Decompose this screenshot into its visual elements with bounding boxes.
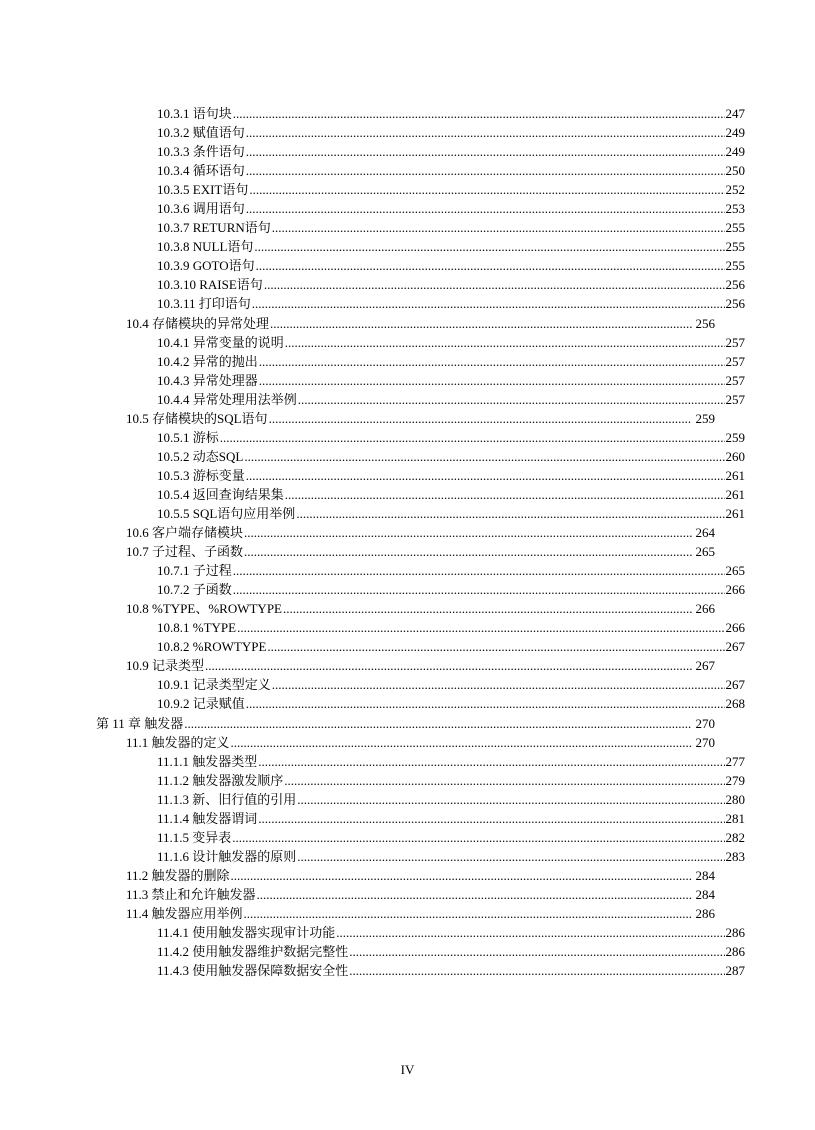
dot-leader bbox=[349, 942, 724, 961]
toc-entry[interactable] bbox=[0, 447, 815, 466]
toc-entry-row bbox=[157, 180, 745, 199]
toc-entry[interactable] bbox=[0, 885, 815, 904]
toc-entry[interactable] bbox=[0, 580, 815, 599]
toc-entry-page-number: 256 bbox=[725, 296, 745, 312]
toc-entry-page-number: 255 bbox=[725, 258, 745, 274]
dot-leader bbox=[272, 675, 725, 694]
toc-entry-row bbox=[126, 656, 715, 675]
toc-entry[interactable] bbox=[0, 847, 815, 866]
toc-entry[interactable] bbox=[0, 561, 815, 580]
toc-entry[interactable] bbox=[0, 675, 815, 694]
toc-entry-row bbox=[157, 428, 745, 447]
toc-entry-row bbox=[126, 733, 715, 752]
toc-entry-label: 10.8.2 %ROWTYPE bbox=[157, 639, 267, 655]
toc-entry[interactable] bbox=[0, 485, 815, 504]
toc-entry-page-number: 270 bbox=[695, 734, 715, 750]
toc-entry-label: 10.7.1 子过程 bbox=[157, 563, 232, 579]
dot-leader bbox=[231, 733, 692, 752]
toc-entry-page-number: 267 bbox=[725, 677, 745, 693]
toc-entry-page-number: 281 bbox=[725, 810, 745, 826]
dot-leader bbox=[336, 923, 724, 942]
toc-entry-label: 10.5.2 动态SQL bbox=[157, 448, 244, 464]
toc-entry-label: 11.1.4 触发器谓词 bbox=[157, 810, 258, 826]
toc-entry-page-number: 261 bbox=[725, 486, 745, 502]
toc-entry-label: 11.1.5 变异表 bbox=[157, 829, 232, 845]
toc-entry-page-number: 268 bbox=[725, 696, 745, 712]
toc-entry-page-number: 286 bbox=[725, 925, 745, 941]
toc-entry-label: 10.3.2 赋值语句 bbox=[157, 125, 245, 141]
toc-entry[interactable] bbox=[0, 314, 815, 333]
toc-entry-label: 10.5.4 返回查询结果集 bbox=[157, 486, 284, 502]
toc-entry-row bbox=[157, 752, 745, 771]
toc-entry-row bbox=[157, 447, 745, 466]
toc-entry-label: 10.5.5 SQL语句应用举例 bbox=[157, 505, 296, 521]
toc-entry[interactable] bbox=[0, 275, 815, 294]
toc-entry-label: 11.1.6 设计触发器的原则 bbox=[157, 848, 297, 864]
toc-entry-page-number: 250 bbox=[725, 163, 745, 179]
dot-leader bbox=[233, 561, 725, 580]
toc-entry-row bbox=[157, 923, 745, 942]
toc-entry[interactable] bbox=[0, 333, 815, 352]
toc-entry-row bbox=[126, 542, 715, 561]
toc-entry-page-number: 280 bbox=[725, 791, 745, 807]
toc-entry-page-number: 267 bbox=[725, 639, 745, 655]
toc-entry-row bbox=[126, 885, 715, 904]
toc-entry-page-number: 286 bbox=[695, 905, 715, 921]
toc-entry-page-number: 259 bbox=[695, 410, 715, 426]
dot-leader bbox=[264, 275, 725, 294]
toc-entry-page-number: 266 bbox=[725, 620, 745, 636]
toc-entry-label: 10.4.4 异常处理用法举例 bbox=[157, 391, 297, 407]
toc-entry[interactable] bbox=[0, 199, 815, 218]
dot-leader bbox=[231, 866, 692, 885]
toc-entry[interactable] bbox=[0, 923, 815, 942]
toc-entry-label: 10.4.3 异常处理器 bbox=[157, 372, 258, 388]
toc-entry[interactable] bbox=[0, 828, 815, 847]
toc-entry-row bbox=[157, 961, 745, 980]
toc-entry-label: 10.3.7 RETURN语句 bbox=[157, 220, 271, 236]
toc-entry-page-number: 257 bbox=[725, 353, 745, 369]
dot-leader bbox=[272, 218, 725, 237]
toc-entry[interactable] bbox=[0, 218, 815, 237]
toc-entry[interactable] bbox=[0, 466, 815, 485]
toc-entry-row bbox=[157, 828, 745, 847]
toc-entry-page-number: 256 bbox=[725, 277, 745, 293]
toc-entry-row bbox=[157, 294, 745, 313]
dot-leader bbox=[259, 352, 725, 371]
toc-entry-label: 11.4.3 使用触发器保障数据安全性 bbox=[157, 963, 349, 979]
toc-entry-label: 10.5.1 游标 bbox=[157, 429, 219, 445]
toc-entry-page-number: 279 bbox=[725, 772, 745, 788]
dot-leader bbox=[256, 256, 725, 275]
toc-entry-label: 10.7.2 子函数 bbox=[157, 582, 232, 598]
toc-entry-label: 10.5.3 游标变量 bbox=[157, 467, 245, 483]
toc-entry-row bbox=[157, 790, 745, 809]
toc-entry[interactable] bbox=[0, 523, 815, 542]
toc-entry-page-number: 265 bbox=[725, 563, 745, 579]
toc-entry-page-number: 249 bbox=[725, 144, 745, 160]
toc-entry[interactable] bbox=[0, 942, 815, 961]
toc-entry-label: 第 11 章 触发器 bbox=[96, 715, 184, 731]
toc-entry-label: 10.3.8 NULL语句 bbox=[157, 239, 254, 255]
toc-entry-page-number: 284 bbox=[695, 867, 715, 883]
dot-leader bbox=[244, 523, 691, 542]
toc-entry-row bbox=[157, 675, 745, 694]
toc-entry[interactable] bbox=[0, 752, 815, 771]
toc-entry-row bbox=[157, 142, 745, 161]
toc-entry-row bbox=[157, 694, 745, 713]
toc-entry-page-number: 255 bbox=[725, 220, 745, 236]
toc-entry-label: 11.2 触发器的删除 bbox=[126, 867, 230, 883]
dot-leader bbox=[244, 904, 692, 923]
toc-entry-row bbox=[96, 714, 715, 733]
toc-entry-label: 11.3 禁止和允许触发器 bbox=[126, 886, 256, 902]
dot-leader bbox=[270, 314, 691, 333]
toc-entry-label: 10.4.1 异常变量的说明 bbox=[157, 334, 284, 350]
dot-leader bbox=[246, 123, 725, 142]
toc-entry-label: 11.1.3 新、旧行值的引用 bbox=[157, 791, 297, 807]
toc-entry-row bbox=[157, 561, 745, 580]
toc-entry-page-number: 266 bbox=[695, 601, 715, 617]
toc-entry[interactable] bbox=[0, 618, 815, 637]
toc-entry[interactable] bbox=[0, 656, 815, 675]
toc-entry-row bbox=[157, 237, 745, 256]
toc-entry-row bbox=[157, 390, 745, 409]
toc-entry-page-number: 287 bbox=[725, 963, 745, 979]
toc-entry-page-number: 257 bbox=[725, 334, 745, 350]
toc-entry-label: 10.3.11 打印语句 bbox=[157, 296, 251, 312]
toc-entry-row bbox=[157, 847, 745, 866]
toc-entry-label: 10.9.1 记录类型定义 bbox=[157, 677, 271, 693]
toc-entry-label: 10.3.6 调用语句 bbox=[157, 201, 245, 217]
toc-entry[interactable] bbox=[0, 123, 815, 142]
toc-entry-label: 10.3.4 循环语句 bbox=[157, 163, 245, 179]
toc-entry-label: 10.5 存储模块的SQL语句 bbox=[126, 410, 268, 426]
toc-entry-page-number: 265 bbox=[695, 544, 715, 560]
toc-entry[interactable] bbox=[0, 694, 815, 713]
dot-leader bbox=[220, 428, 725, 447]
dot-leader bbox=[258, 752, 724, 771]
dot-leader bbox=[285, 485, 725, 504]
dot-leader bbox=[252, 294, 725, 313]
toc-entry-label: 10.4 存储模块的异常处理 bbox=[126, 315, 270, 331]
dot-leader bbox=[205, 656, 691, 675]
toc-entry-label: 10.8 %TYPE、%ROWTYPE bbox=[126, 601, 282, 617]
toc-entry-page-number: 284 bbox=[695, 886, 715, 902]
toc-entry-label: 10.3.5 EXIT语句 bbox=[157, 182, 249, 198]
toc-entry-page-number: 260 bbox=[725, 448, 745, 464]
toc-entry-label: 10.3.1 语句块 bbox=[157, 106, 232, 121]
dot-leader bbox=[184, 714, 691, 733]
toc-entry-row bbox=[126, 409, 715, 428]
toc-entry-page-number: 277 bbox=[725, 753, 745, 769]
toc-entry[interactable] bbox=[0, 866, 815, 885]
dot-leader bbox=[246, 142, 725, 161]
toc-entry-label: 11.1.2 触发器激发顺序 bbox=[157, 772, 284, 788]
toc-entry[interactable] bbox=[0, 256, 815, 275]
dot-leader bbox=[283, 599, 692, 618]
dot-leader bbox=[259, 371, 725, 390]
toc-entry[interactable] bbox=[0, 409, 815, 428]
toc-entry-row bbox=[157, 504, 745, 523]
toc-entry-label: 11.4.1 使用触发器实现审计功能 bbox=[157, 925, 336, 941]
toc-entry[interactable] bbox=[0, 352, 815, 371]
page-number: IV bbox=[400, 1062, 415, 1077]
toc-entry-row bbox=[157, 104, 745, 123]
dot-leader bbox=[349, 961, 724, 980]
dot-leader bbox=[246, 694, 725, 713]
toc-entry-row bbox=[157, 771, 745, 790]
toc-entry-page-number: 261 bbox=[725, 505, 745, 521]
toc-entry-row bbox=[157, 352, 745, 371]
dot-leader bbox=[269, 409, 692, 428]
toc-entry-row bbox=[157, 618, 745, 637]
dot-leader bbox=[284, 771, 724, 790]
toc-entry-label: 11.4.2 使用触发器维护数据完整性 bbox=[157, 944, 349, 960]
toc-entry[interactable] bbox=[0, 180, 815, 199]
toc-entry[interactable] bbox=[0, 733, 815, 752]
toc-entry[interactable] bbox=[0, 599, 815, 618]
table-of-contents bbox=[0, 104, 815, 980]
toc-entry-page-number: 283 bbox=[725, 848, 745, 864]
dot-leader bbox=[297, 847, 724, 866]
toc-entry-page-number: 286 bbox=[725, 944, 745, 960]
toc-entry-label: 10.3.3 条件语句 bbox=[157, 144, 245, 160]
toc-entry[interactable] bbox=[0, 542, 815, 561]
dot-leader bbox=[244, 542, 691, 561]
toc-entry-row bbox=[157, 809, 745, 828]
dot-leader bbox=[233, 580, 725, 599]
dot-leader bbox=[285, 333, 725, 352]
toc-entry-label: 10.7 子过程、子函数 bbox=[126, 544, 244, 560]
toc-entry[interactable] bbox=[0, 904, 815, 923]
dot-leader bbox=[257, 885, 692, 904]
toc-entry-page-number: 267 bbox=[695, 658, 715, 674]
dot-leader bbox=[254, 237, 724, 256]
toc-entry[interactable] bbox=[0, 371, 815, 390]
toc-entry-row bbox=[157, 218, 745, 237]
toc-entry[interactable] bbox=[0, 637, 815, 656]
toc-entry-row bbox=[157, 333, 745, 352]
toc-entry[interactable] bbox=[0, 104, 815, 123]
toc-entry-label: 10.3.10 RAISE语句 bbox=[157, 277, 263, 293]
dot-leader bbox=[232, 828, 724, 847]
toc-entry-row bbox=[157, 275, 745, 294]
dot-leader bbox=[246, 199, 725, 218]
dot-leader bbox=[233, 104, 725, 123]
toc-entry-row bbox=[157, 199, 745, 218]
toc-entry-label: 10.3.9 GOTO语句 bbox=[157, 258, 255, 274]
dot-leader bbox=[237, 618, 724, 637]
toc-entry-page-number: 257 bbox=[725, 372, 745, 388]
toc-entry[interactable] bbox=[0, 294, 815, 313]
toc-entry-label: 10.6 客户端存储模块 bbox=[126, 525, 244, 541]
toc-entry-page-number: 252 bbox=[725, 182, 745, 198]
toc-entry-row bbox=[157, 371, 745, 390]
toc-entry-row bbox=[126, 314, 715, 333]
toc-entry-page-number: 256 bbox=[695, 315, 715, 331]
toc-entry-row bbox=[126, 599, 715, 618]
toc-entry-row bbox=[157, 942, 745, 961]
toc-entry[interactable] bbox=[0, 390, 815, 409]
toc-entry-page-number: 255 bbox=[725, 239, 745, 255]
dot-leader bbox=[244, 447, 724, 466]
toc-entry-label: 10.8.1 %TYPE bbox=[157, 620, 237, 636]
toc-entry-page-number: 264 bbox=[695, 525, 715, 541]
dot-leader bbox=[258, 809, 724, 828]
toc-entry[interactable] bbox=[0, 714, 815, 733]
toc-entry-label: 10.9 记录类型 bbox=[126, 658, 205, 674]
dot-leader bbox=[298, 390, 725, 409]
toc-entry[interactable] bbox=[0, 790, 815, 809]
toc-entry-page-number: 257 bbox=[725, 391, 745, 407]
toc-entry-row bbox=[157, 123, 745, 142]
dot-leader bbox=[296, 504, 724, 523]
toc-entry-page-number: 249 bbox=[725, 125, 745, 141]
dot-leader bbox=[249, 180, 724, 199]
toc-entry[interactable] bbox=[0, 237, 815, 256]
toc-entry-page-number: 247 bbox=[725, 106, 745, 121]
toc-entry[interactable] bbox=[0, 961, 815, 980]
toc-entry-row bbox=[157, 161, 745, 180]
toc-entry-label: 10.9.2 记录赋值 bbox=[157, 696, 245, 712]
toc-entry-label: 11.1.1 触发器类型 bbox=[157, 753, 258, 769]
toc-entry-row bbox=[126, 523, 715, 542]
toc-entry-row bbox=[157, 466, 745, 485]
toc-entry-page-number: 259 bbox=[725, 429, 745, 445]
toc-entry-page-number: 261 bbox=[725, 467, 745, 483]
toc-entry[interactable] bbox=[0, 428, 815, 447]
toc-entry-page-number: 253 bbox=[725, 201, 745, 217]
toc-entry-page-number: 266 bbox=[725, 582, 745, 598]
toc-entry-row bbox=[126, 866, 715, 885]
dot-leader bbox=[267, 637, 724, 656]
toc-entry-row bbox=[157, 580, 745, 599]
toc-entry-row bbox=[126, 904, 715, 923]
toc-entry[interactable] bbox=[0, 142, 815, 161]
toc-entry[interactable] bbox=[0, 161, 815, 180]
toc-entry[interactable] bbox=[0, 771, 815, 790]
toc-entry-label: 10.4.2 异常的抛出 bbox=[157, 353, 258, 369]
toc-entry-page-number: 282 bbox=[725, 829, 745, 845]
toc-entry-row bbox=[157, 256, 745, 275]
toc-entry-label: 11.1 触发器的定义 bbox=[126, 734, 230, 750]
toc-entry-row bbox=[157, 485, 745, 504]
dot-leader bbox=[297, 790, 724, 809]
toc-entry-page-number: 270 bbox=[695, 715, 715, 731]
toc-entry[interactable] bbox=[0, 809, 815, 828]
dot-leader bbox=[246, 466, 725, 485]
toc-entry-label: 11.4 触发器应用举例 bbox=[126, 905, 243, 921]
toc-entry[interactable] bbox=[0, 504, 815, 523]
toc-entry-row bbox=[157, 637, 745, 656]
dot-leader bbox=[246, 161, 725, 180]
